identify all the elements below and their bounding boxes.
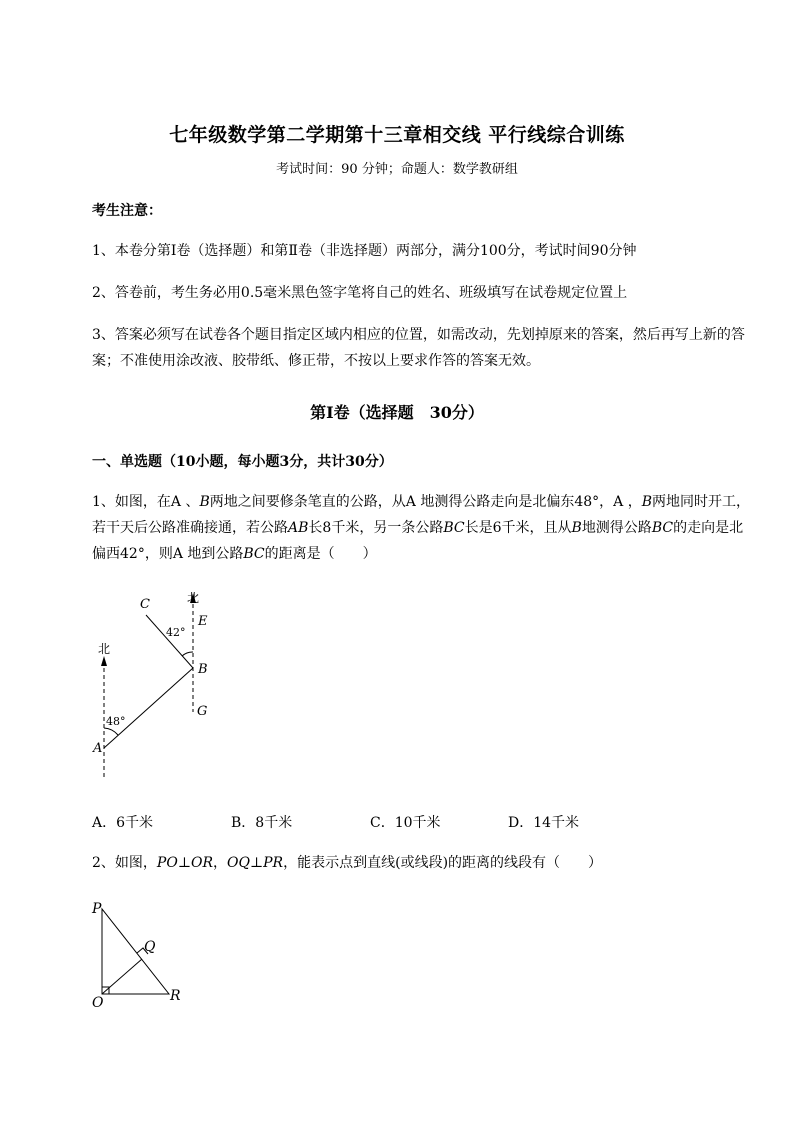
north-label-b: 北 <box>187 591 200 605</box>
exam-info: 考试时间：90 分钟；命题人：数学教研组 <box>276 162 518 177</box>
north-arrow-a <box>101 656 107 666</box>
angle-arc-b <box>182 652 193 656</box>
point-label-e: E <box>198 614 208 629</box>
road-bc <box>146 615 193 668</box>
section-title: 第Ⅰ卷（选择题 30分） <box>310 403 484 422</box>
point-label-b: B <box>198 662 208 677</box>
notice-item-1: 1、本卷分第Ⅰ卷（选择题）和第Ⅱ卷（非选择题）两部分，满分100分，考试时间90分钟 <box>92 243 637 259</box>
point-label-o: O <box>92 995 104 1011</box>
point-label-a: A <box>93 741 103 756</box>
option-c: C．10千米 <box>370 815 441 831</box>
question-1-text: 1、如图，在A 、B两地之间要修条笔直的公路，从A 地测得公路走向是北偏东48°，A ，B两地同时开工，若干天后公路准确接通，若公路AB长8千米，另一条公路BC长是6千米，且从B地测得公路BC的走向是北偏西42°，则A 地到公路BC的距离是（ ） <box>92 494 750 562</box>
notice-item-3: 3、答案必须写在试卷各个题目指定区域内相应的位置，如需改动，先划掉原来的答案，然后再写上新的答案；不准使用涂改液、胶带纸、修正带，不按以上要求作答的答案无效。 <box>92 327 745 369</box>
angle-label-a: 48° <box>106 715 126 728</box>
option-b: B．8千米 <box>231 815 293 831</box>
page-title: 七年级数学第二学期第十三章相交线 平行线综合训练 <box>169 124 625 146</box>
segment-oq <box>102 959 142 994</box>
notice-label: 考生注意： <box>92 203 162 219</box>
question-1-figure <box>80 582 240 792</box>
triangle-por <box>102 909 169 994</box>
north-label-a: 北 <box>98 642 111 656</box>
point-label-q: Q <box>144 939 156 955</box>
notice-item-2: 2、答卷前，考生务必用0.5毫米黑色签字笔将自己的姓名、班级填写在试卷规定位置上 <box>92 285 628 301</box>
point-label-p: P <box>92 901 102 917</box>
part-heading: 一、单选题（10小题，每小题3分，共计30分） <box>92 454 393 470</box>
point-label-r: R <box>170 988 181 1004</box>
option-d: D．14千米 <box>508 815 580 831</box>
road-ab <box>104 668 193 748</box>
question-2-figure <box>86 895 196 1015</box>
angle-arc-a <box>104 728 118 735</box>
point-label-g: G <box>197 704 208 719</box>
option-a: A．6千米 <box>92 815 154 831</box>
point-label-c: C <box>140 597 150 612</box>
question-2-text: 2、如图，PO⊥OR，OQ⊥PR，能表示点到直线(或线段)的距离的线段有（ ） <box>92 855 603 871</box>
angle-label-b: 42° <box>166 626 186 639</box>
